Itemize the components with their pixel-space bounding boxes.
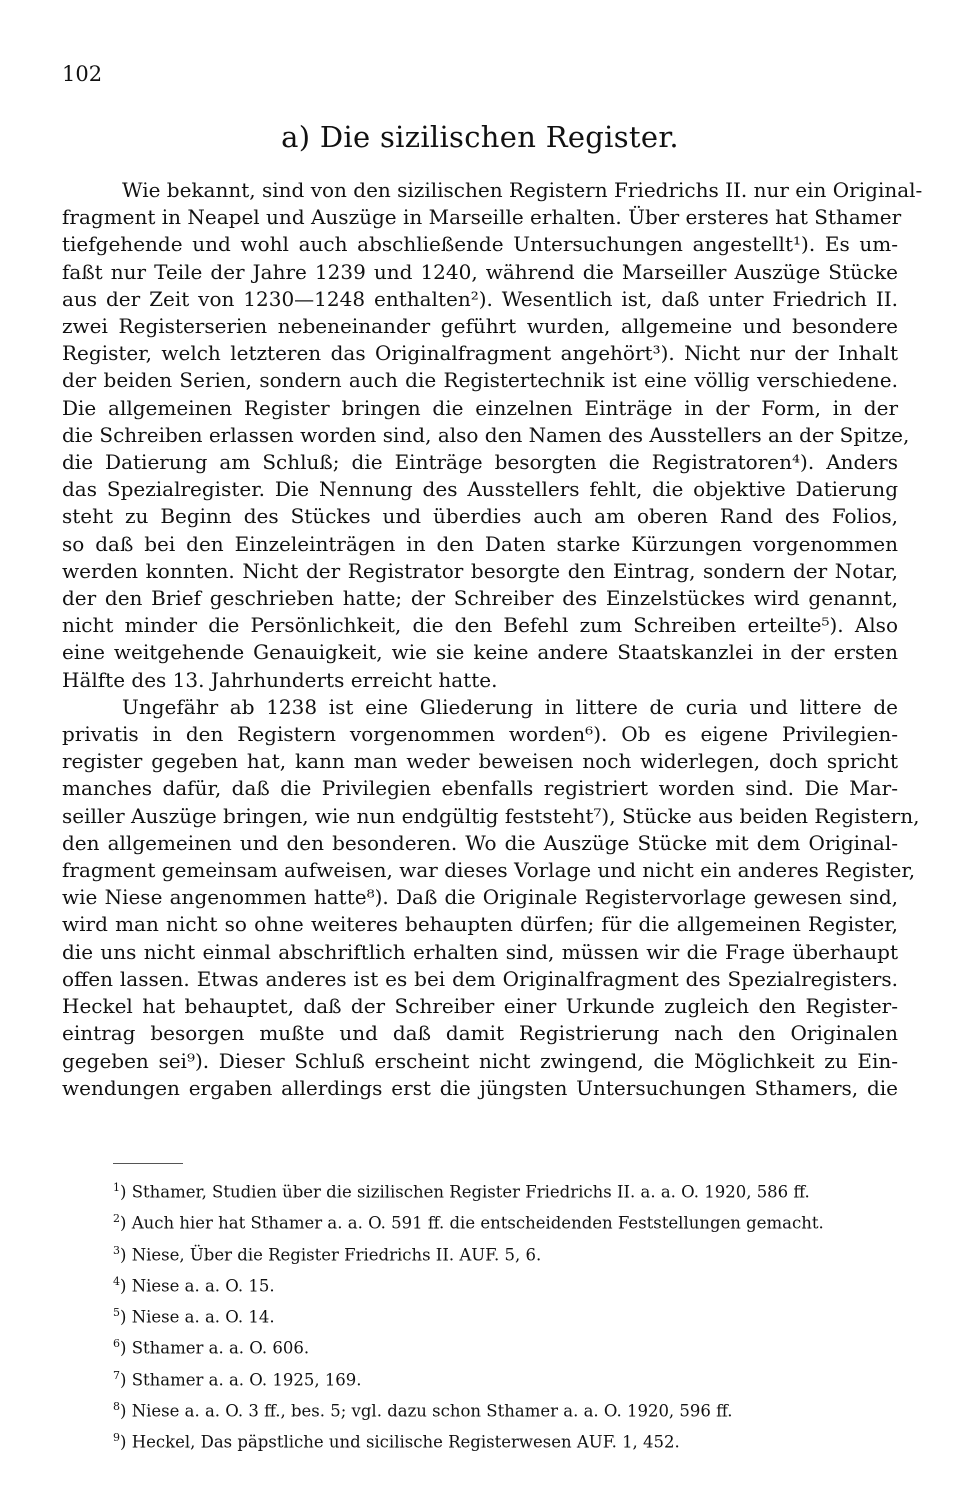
footnote: $^7$) Sthamer a. a. O. 1925, 169.: [113, 1368, 362, 1390]
body-line: werden konnten. Nicht der Registrator besorgte den Eintrag, sondern der Notar,: [62, 558, 898, 583]
footnote-mark: 4: [113, 1274, 120, 1288]
body-line: der beiden Serien, sondern auch die Registertechnik ist eine völlig verschiedene.: [62, 368, 898, 393]
footnote-mark: 5: [113, 1306, 120, 1320]
body-line: der den Brief geschrieben hatte; der Schreiber des Einzelstückes wird genannt,: [62, 586, 898, 611]
body-text: [62, 177, 923, 1102]
body-line: nicht minder die Persönlichkeit, die den Befehl zum Schreiben erteilte⁵). Also: [62, 613, 898, 638]
footnote: $^3$) Niese, Über die Register Friedrichs II. AUF. 5, 6.: [113, 1243, 542, 1265]
footnote-text: Sthamer a. a. O. 1925, 169.: [131, 1370, 362, 1390]
footnote-mark: 7: [113, 1368, 120, 1382]
footnote-text: Niese a. a. O. 15.: [131, 1276, 275, 1296]
footnote-mark: 9: [113, 1431, 120, 1445]
footnote-text: Sthamer a. a. O. 606.: [131, 1338, 310, 1358]
page-number: 102: [62, 62, 103, 86]
footnote: $^9$) Heckel, Das päpstliche und sicilische Registerwesen AUF. 1, 452.: [113, 1431, 680, 1452]
footnote: $^1$) Sthamer, Studien über die sizilischen Register Friedrichs II. a. a. O. 1920, 586 ff.: [113, 1181, 810, 1202]
footnotes: [113, 1175, 903, 1457]
body-line: so daß bei den Einzeleinträgen in den Daten starke Kürzungen vorgenommen: [62, 531, 898, 556]
body-line: die Schreiben erlassen worden sind, also den Namen des Ausstellers an der Spitze,: [62, 422, 910, 447]
body-line: die Datierung am Schluß; die Einträge besorgten die Registratoren⁴). Anders: [62, 450, 898, 475]
body-line: aus der Zeit von 1230—1248 enthalten²). Wesentlich ist, daß unter Friedrich II.: [62, 286, 898, 311]
footnote-mark: 3: [113, 1243, 120, 1257]
body-line: seiller Auszüge bringen, wie nun endgültig feststeht⁷), Stücke aus beiden Registern,: [62, 803, 920, 828]
section-heading: a) Die sizilischen Register.: [281, 120, 679, 154]
footnote: $^2$) Auch hier hat Sthamer a. a. O. 591 ff. die entscheidenden Feststellungen gemacht.: [113, 1212, 824, 1233]
body-line: eine weitgehende Genauigkeit, wie sie keine andere Staatskanzlei in der ersten: [62, 640, 898, 665]
footnote-text: Niese a. a. O. 3 ff., bes. 5; vgl. dazu schon Sthamer a. a. O. 1920, 596 ff.: [131, 1401, 733, 1421]
body-line: tiefgehende und wohl auch abschließende Untersuchungen angestellt¹). Es um-: [62, 232, 898, 257]
body-line: Ungefähr ab 1238 ist eine Gliederung in littere de curia und littere de: [122, 694, 898, 719]
body-line: zwei Registerserien nebeneinander geführt wurden, allgemeine und besondere: [62, 314, 898, 339]
body-line: Register, welch letzteren das Originalfragment angehört³). Nicht nur der Inhalt: [62, 341, 898, 366]
footnote-text: Sthamer, Studien über die sizilischen Register Friedrichs II. a. a. O. 1920, 586 ff.: [131, 1182, 810, 1202]
footnote: $^6$) Sthamer a. a. O. 606.: [113, 1337, 310, 1358]
body-line: Heckel hat behauptet, daß der Schreiber einer Urkunde zugleich den Register-: [62, 994, 898, 1019]
body-line: steht zu Beginn des Stückes und überdies auch am oberen Rand des Folios,: [62, 504, 898, 529]
body-line: die uns nicht einmal abschriftlich erhalten sind, müssen wir die Frage überhaupt: [62, 939, 898, 964]
body-line: wendungen ergaben allerdings erst die jüngsten Untersuchungen Sthamers, die: [62, 1075, 898, 1100]
footnote-mark: 6: [113, 1337, 120, 1351]
body-line: den allgemeinen und den besonderen. Wo die Auszüge Stücke mit dem Original-: [62, 830, 898, 855]
footnote: $^5$) Niese a. a. O. 14.: [113, 1306, 275, 1327]
footnote: $^8$) Niese a. a. O. 3 ff., bes. 5; vgl. dazu schon Sthamer a. a. O. 1920, 596 ff.: [113, 1400, 733, 1421]
body-line: fragment in Neapel und Auszüge in Marseille erhalten. Über ersteres hat Sthamer: [62, 205, 902, 230]
footnote-text: Auch hier hat Sthamer a. a. O. 591 ff. die entscheidenden Feststellungen gemacht.: [131, 1213, 824, 1233]
body-line: offen lassen. Etwas anderes ist es bei dem Originalfragment des Spezialregisters.: [62, 966, 898, 991]
body-line: Hälfte des 13. Jahrhunderts erreicht hatte.: [62, 667, 498, 692]
footnote-text: Niese, Über die Register Friedrichs II. AUF. 5, 6.: [131, 1245, 542, 1265]
footnote-text: Heckel, Das päpstliche und sicilische Registerwesen AUF. 1, 452.: [131, 1432, 680, 1452]
footnote-mark: 2: [113, 1212, 120, 1226]
body-line: manches dafür, daß die Privilegien ebenfalls registriert worden sind. Die Mar-: [62, 776, 898, 801]
body-line: register gegeben hat, kann man weder beweisen noch widerlegen, doch spricht: [62, 749, 898, 774]
footnote-mark: 8: [113, 1400, 120, 1414]
body-line: das Spezialregister. Die Nennung des Ausstellers fehlt, die objektive Datierung: [62, 477, 898, 502]
body-line: Wie bekannt, sind von den sizilischen Registern Friedrichs II. nur ein Original-: [122, 178, 923, 202]
footnote-text: Niese a. a. O. 14.: [131, 1307, 275, 1327]
footnote-separator: [113, 1163, 183, 1164]
body-line: faßt nur Teile der Jahre 1239 und 1240, während die Marseiller Auszüge Stücke: [62, 259, 898, 284]
body-line: Die allgemeinen Register bringen die einzelnen Einträge in der Form, in der: [62, 395, 898, 420]
footnote-mark: 1: [113, 1181, 120, 1194]
body-line: gegeben sei⁹). Dieser Schluß erscheint nicht zwingend, die Möglichkeit zu Ein-: [62, 1048, 898, 1073]
body-line: privatis in den Registern vorgenommen worden⁶). Ob es eigene Privilegien-: [62, 722, 898, 747]
body-line: wie Niese angenommen hatte⁸). Daß die Originale Registervorlage gewesen sind,: [62, 885, 898, 910]
body-line: wird man nicht so ohne weiteres behaupten dürfen; für die allgemeinen Register,: [62, 912, 898, 937]
footnote: $^4$) Niese a. a. O. 15.: [113, 1274, 275, 1296]
body-line: eintrag besorgen mußte und daß damit Registrierung nach den Originalen: [62, 1021, 898, 1046]
body-line: fragment gemeinsam aufweisen, war dieses Vorlage und nicht ein anderes Register,: [62, 858, 916, 883]
